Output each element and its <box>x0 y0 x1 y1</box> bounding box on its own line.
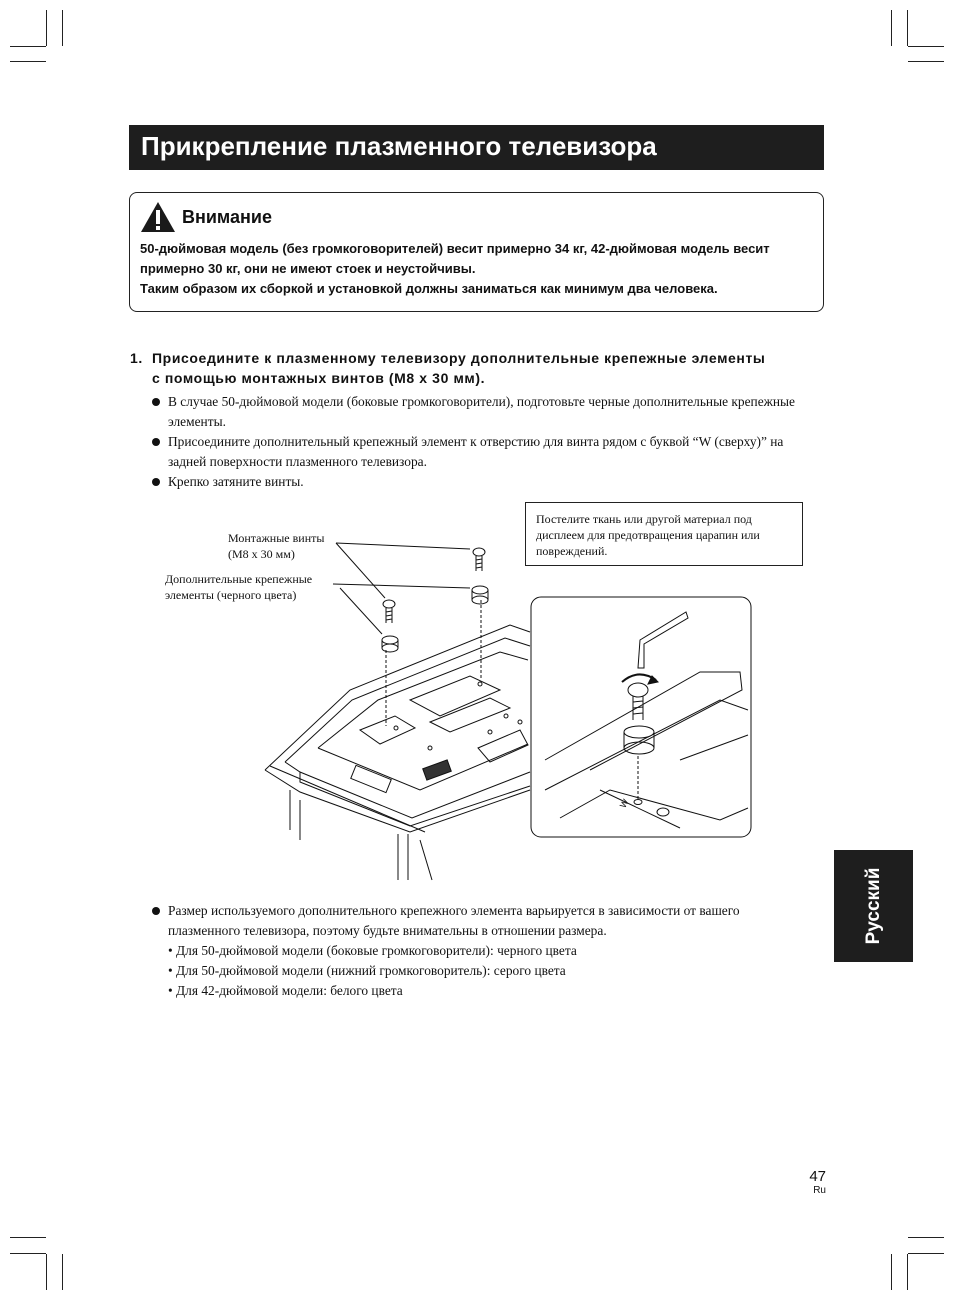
list-item: • Для 42-дюймовой модели: белого цвета <box>168 983 403 998</box>
warning-title: Внимание <box>182 206 272 227</box>
list-item: Размер используемого дополнительного крепежного элемента варьируется в зависимости от вашего плазменного телевизора, поэтому будьте внимательны в отношении размера. • Для 50-дюймовой модели (боковые громкоговорители): черного цвета • Для 50-дюймовой модели (нижний громкоговоритель): серого цвета • Для 42-дюймовой модели: белого цвета <box>152 901 812 1001</box>
page-number-value: 47 <box>809 1168 826 1185</box>
leader-line <box>336 543 470 549</box>
size-notes <box>152 901 812 1001</box>
mounting-screw-icon <box>473 548 485 571</box>
language-tab-label: Русский <box>862 867 884 945</box>
label-mounting-screws: Монтажные винты (M8 x 30 мм) <box>228 531 325 561</box>
warning-line: 50-дюймовая модель (без громкоговорителей) весит примерно 34 кг, 42-дюймовая модель весит примерно 30 кг, они не имеют стоек и неустойчивы. <box>140 241 770 276</box>
detail-inset <box>531 597 751 837</box>
page-language-code: Ru <box>813 1185 826 1196</box>
w-mark: W <box>617 797 631 810</box>
note-box: Постелите ткань или другой материал под дисплеем для предотвращения царапин или повреждений. <box>525 502 803 566</box>
bullet-dot-icon <box>152 907 160 915</box>
leader-line <box>333 584 470 588</box>
list-item: Крепко затяните винты. <box>152 472 812 492</box>
warning-line: Таким образом их сборкой и установкой должны заниматься как минимум два человека. <box>140 281 718 296</box>
spacer-part-icon <box>472 586 488 604</box>
list-item: Присоедините дополнительный крепежный элемент к отверстию для винта рядом с буквой “W (сверху)” на задней поверхности плазменного телевизора. <box>152 432 812 472</box>
size-sublist <box>168 941 812 1001</box>
leader-line <box>340 588 382 634</box>
list-item: В случае 50-дюймовой модели (боковые громкоговорители), подготовьте черные дополнительные крепежные элементы. <box>152 392 812 432</box>
language-tab <box>834 850 913 962</box>
page-number <box>809 1168 826 1197</box>
mounting-screw-icon <box>383 600 395 623</box>
label-spacer-parts: Дополнительные крепежные элементы (черного цвета) <box>165 572 313 602</box>
step-text: Присоедините к плазменному телевизору дополнительные крепежные элементы с помощью монтажных винтов (M8 x 30 мм). <box>152 350 766 386</box>
list-item: • Для 50-дюймовой модели (нижний громкоговоритель): серого цвета <box>168 963 566 978</box>
list-item: • Для 50-дюймовой модели (боковые громкоговорители): черного цвета <box>168 943 577 958</box>
leader-line <box>336 543 385 598</box>
page-title: Прикрепление плазменного телевизора <box>129 125 824 170</box>
step-number: 1. <box>130 350 143 366</box>
spacer-part-icon <box>382 636 398 652</box>
